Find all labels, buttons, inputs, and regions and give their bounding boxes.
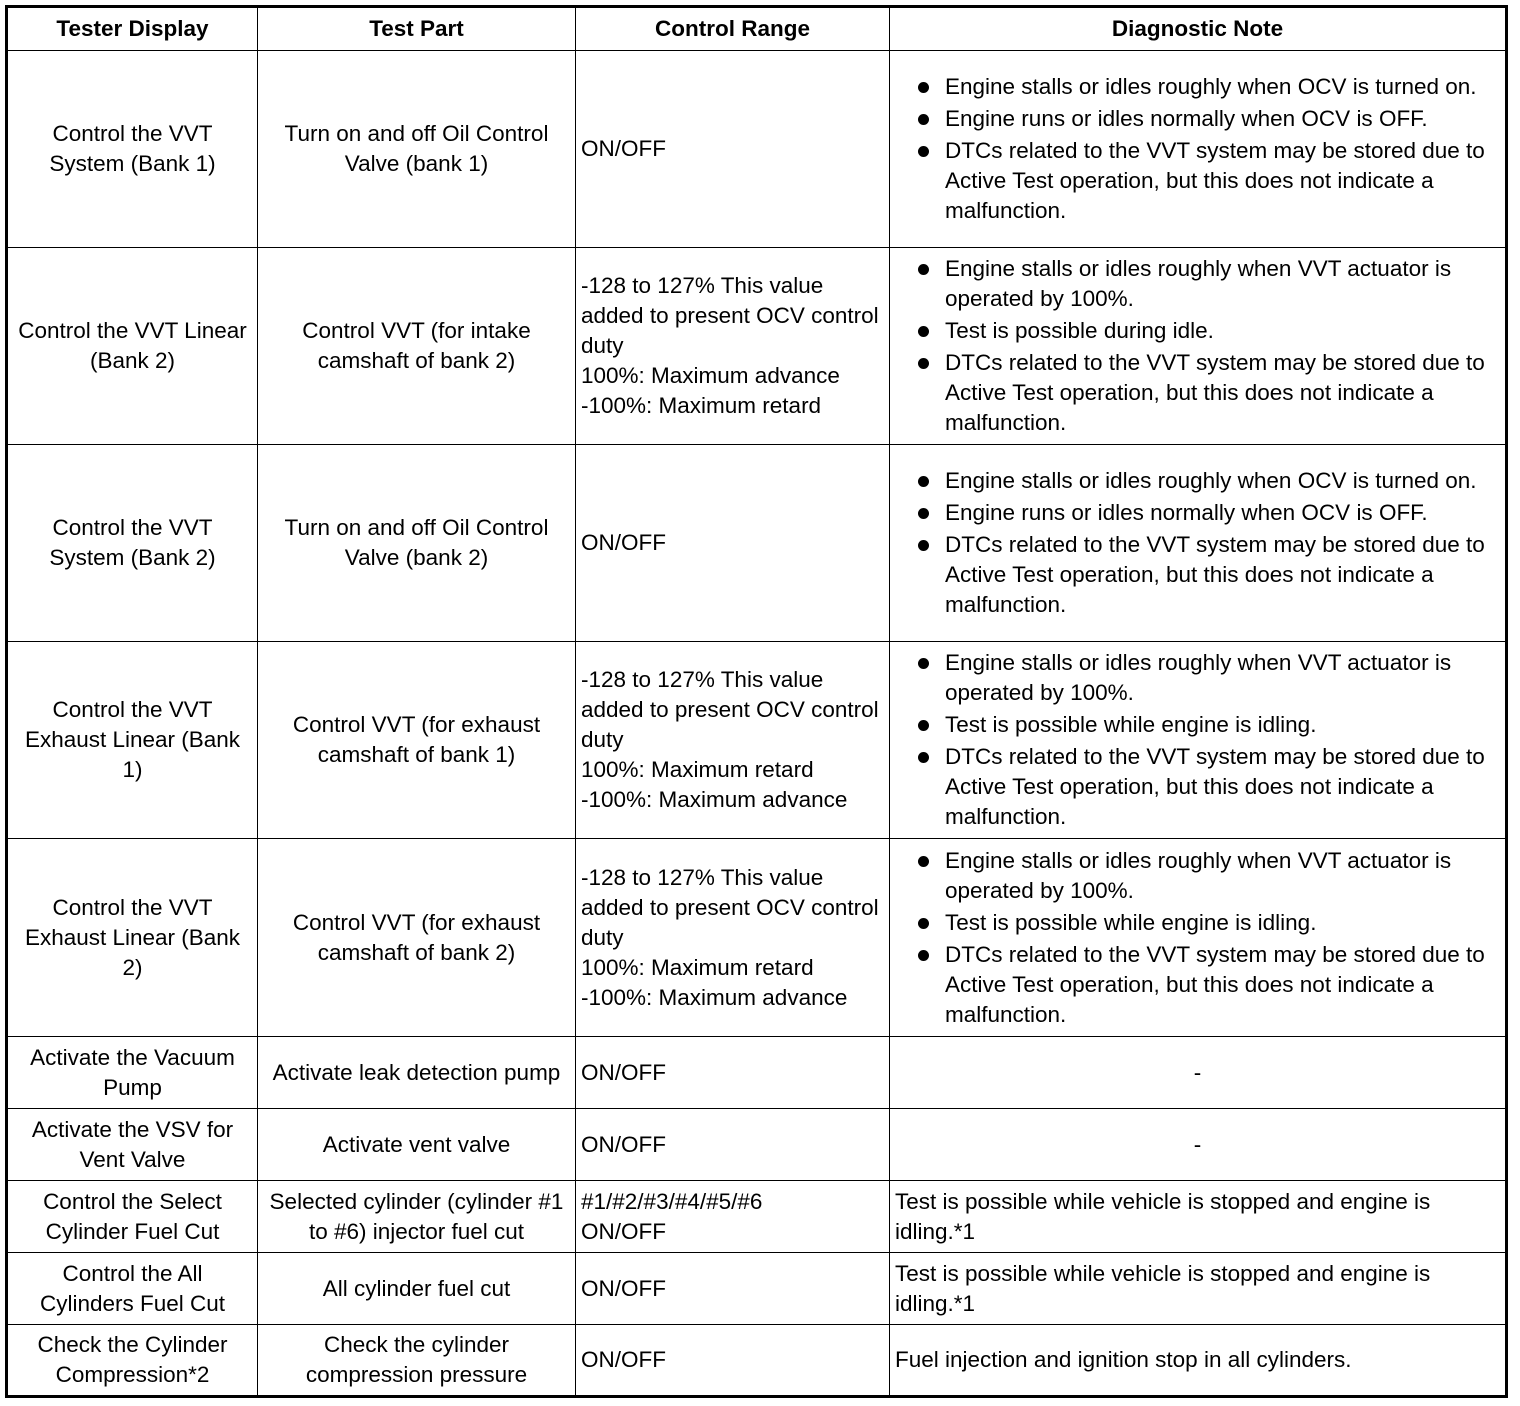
header-control-range: Control Range bbox=[576, 7, 890, 51]
cell-diagnostic-note: Fuel injection and ignition stop in all cylinders. bbox=[890, 1325, 1507, 1397]
control-range-line: -128 to 127% This value added to present OCV control duty bbox=[581, 667, 879, 752]
cell-diagnostic-note: - bbox=[890, 1109, 1507, 1181]
diagnostic-note-bullet: DTCs related to the VVT system may be stored due to Active Test operation, but this does not indicate a malfunction. bbox=[945, 742, 1500, 832]
active-test-table-container bbox=[5, 5, 1508, 1398]
control-range-line: 100%: Maximum retard bbox=[581, 757, 814, 782]
cell-diagnostic-note: Test is possible while vehicle is stopped and engine is idling.*1 bbox=[890, 1253, 1507, 1325]
table-row bbox=[7, 51, 1507, 248]
cell-tester-display: Activate the VSV for Vent Valve bbox=[7, 1109, 258, 1181]
cell-tester-display: Check the Cylinder Compression*2 bbox=[7, 1325, 258, 1397]
control-range-line: -100%: Maximum advance bbox=[581, 984, 848, 1010]
control-range-line: ON/OFF bbox=[581, 1275, 666, 1301]
table-body bbox=[7, 51, 1507, 1397]
cell-test-part: Activate vent valve bbox=[258, 1109, 576, 1181]
control-range-line: -128 to 127% This value added to present OCV control duty bbox=[581, 273, 879, 358]
cell-control-range bbox=[576, 51, 890, 248]
diagnostic-note-bullet: DTCs related to the VVT system may be stored due to Active Test operation, but this does not indicate a malfunction. bbox=[945, 530, 1500, 620]
diagnostic-note-list bbox=[895, 72, 1500, 226]
table-row bbox=[7, 642, 1507, 839]
table-row bbox=[7, 1109, 1507, 1181]
control-range-line: 100%: Maximum retard bbox=[581, 954, 814, 980]
control-range-line: ON/OFF bbox=[581, 1347, 666, 1372]
diagnostic-note-bullet: Engine stalls or idles roughly when VVT actuator is operated by 100%. bbox=[945, 254, 1500, 314]
cell-diagnostic-note bbox=[890, 248, 1507, 445]
cell-control-range bbox=[576, 445, 890, 642]
cell-tester-display: Control the VVT System (Bank 1) bbox=[7, 51, 258, 248]
cell-diagnostic-note bbox=[890, 642, 1507, 839]
active-test-table bbox=[5, 5, 1508, 1398]
control-range-line: -100%: Maximum advance bbox=[581, 787, 848, 812]
cell-test-part: Check the cylinder compression pressure bbox=[258, 1325, 576, 1397]
cell-test-part: Turn on and off Oil Control Valve (bank 1) bbox=[258, 51, 576, 248]
diagnostic-note-bullet: Engine stalls or idles roughly when VVT actuator is operated by 100%. bbox=[945, 648, 1500, 708]
cell-tester-display: Control the VVT Exhaust Linear (Bank 2) bbox=[7, 839, 258, 1037]
diagnostic-note-bullet: Test is possible while engine is idling. bbox=[945, 908, 1500, 938]
header-diagnostic-note: Diagnostic Note bbox=[890, 7, 1507, 51]
cell-tester-display: Control the All Cylinders Fuel Cut bbox=[7, 1253, 258, 1325]
header-tester-display: Tester Display bbox=[7, 7, 258, 51]
cell-test-part: All cylinder fuel cut bbox=[258, 1253, 576, 1325]
cell-control-range bbox=[576, 1037, 890, 1109]
cell-diagnostic-note bbox=[890, 51, 1507, 248]
diagnostic-note-list bbox=[895, 466, 1500, 620]
cell-test-part: Control VVT (for intake camshaft of bank 2) bbox=[258, 248, 576, 445]
control-range-line: ON/OFF bbox=[581, 136, 666, 161]
cell-test-part: Selected cylinder (cylinder #1 to #6) injector fuel cut bbox=[258, 1181, 576, 1253]
cell-control-range bbox=[576, 248, 890, 445]
cell-diagnostic-note bbox=[890, 445, 1507, 642]
control-range-line: 100%: Maximum advance bbox=[581, 363, 840, 388]
diagnostic-note-list bbox=[895, 254, 1500, 438]
cell-test-part: Activate leak detection pump bbox=[258, 1037, 576, 1109]
diagnostic-note-bullet: Test is possible during idle. bbox=[945, 316, 1500, 346]
cell-tester-display: Control the VVT Linear (Bank 2) bbox=[7, 248, 258, 445]
control-range-line: ON/OFF bbox=[581, 1218, 666, 1244]
cell-tester-display: Control the VVT Exhaust Linear (Bank 1) bbox=[7, 642, 258, 839]
diagnostic-note-bullet: Engine runs or idles normally when OCV is OFF. bbox=[945, 498, 1500, 528]
diagnostic-note-bullet: Engine stalls or idles roughly when OCV is turned on. bbox=[945, 72, 1500, 102]
control-range-line: -128 to 127% This value added to present OCV control duty bbox=[581, 864, 879, 950]
diagnostic-note-list bbox=[895, 648, 1500, 832]
table-row bbox=[7, 839, 1507, 1037]
diagnostic-note-bullet: DTCs related to the VVT system may be stored due to Active Test operation, but this does not indicate a malfunction. bbox=[945, 348, 1500, 438]
cell-test-part: Control VVT (for exhaust camshaft of bank 1) bbox=[258, 642, 576, 839]
cell-test-part: Turn on and off Oil Control Valve (bank 2) bbox=[258, 445, 576, 642]
table-row bbox=[7, 1253, 1507, 1325]
diagnostic-note-bullet: Engine stalls or idles roughly when VVT actuator is operated by 100%. bbox=[945, 846, 1500, 906]
header-test-part: Test Part bbox=[258, 7, 576, 51]
diagnostic-note-bullet: DTCs related to the VVT system may be stored due to Active Test operation, but this does not indicate a malfunction. bbox=[945, 940, 1500, 1030]
cell-control-range bbox=[576, 1181, 890, 1253]
control-range-line: -100%: Maximum retard bbox=[581, 393, 822, 418]
cell-control-range bbox=[576, 839, 890, 1037]
control-range-line: ON/OFF bbox=[581, 530, 666, 555]
diagnostic-note-bullet: Test is possible while engine is idling. bbox=[945, 710, 1500, 740]
cell-control-range bbox=[576, 1325, 890, 1397]
diagnostic-note-bullet: Engine runs or idles normally when OCV is OFF. bbox=[945, 104, 1500, 134]
control-range-line: ON/OFF bbox=[581, 1131, 666, 1157]
cell-control-range bbox=[576, 1109, 890, 1181]
cell-diagnostic-note: Test is possible while vehicle is stopped and engine is idling.*1 bbox=[890, 1181, 1507, 1253]
diagnostic-note-bullet: DTCs related to the VVT system may be stored due to Active Test operation, but this does not indicate a malfunction. bbox=[945, 136, 1500, 226]
table-row bbox=[7, 445, 1507, 642]
cell-tester-display: Activate the Vacuum Pump bbox=[7, 1037, 258, 1109]
table-row bbox=[7, 1037, 1507, 1109]
cell-control-range bbox=[576, 642, 890, 839]
cell-tester-display: Control the Select Cylinder Fuel Cut bbox=[7, 1181, 258, 1253]
table-row bbox=[7, 1325, 1507, 1397]
cell-diagnostic-note bbox=[890, 839, 1507, 1037]
cell-diagnostic-note: - bbox=[890, 1037, 1507, 1109]
diagnostic-note-bullet: Engine stalls or idles roughly when OCV is turned on. bbox=[945, 466, 1500, 496]
cell-tester-display: Control the VVT System (Bank 2) bbox=[7, 445, 258, 642]
header-row bbox=[7, 7, 1507, 51]
table-row bbox=[7, 248, 1507, 445]
control-range-line: ON/OFF bbox=[581, 1059, 666, 1085]
control-range-line: #1/#2/#3/#4/#5/#6 bbox=[581, 1188, 763, 1214]
diagnostic-note-list bbox=[895, 846, 1500, 1030]
cell-test-part: Control VVT (for exhaust camshaft of bank 2) bbox=[258, 839, 576, 1037]
cell-control-range bbox=[576, 1253, 890, 1325]
table-row bbox=[7, 1181, 1507, 1253]
